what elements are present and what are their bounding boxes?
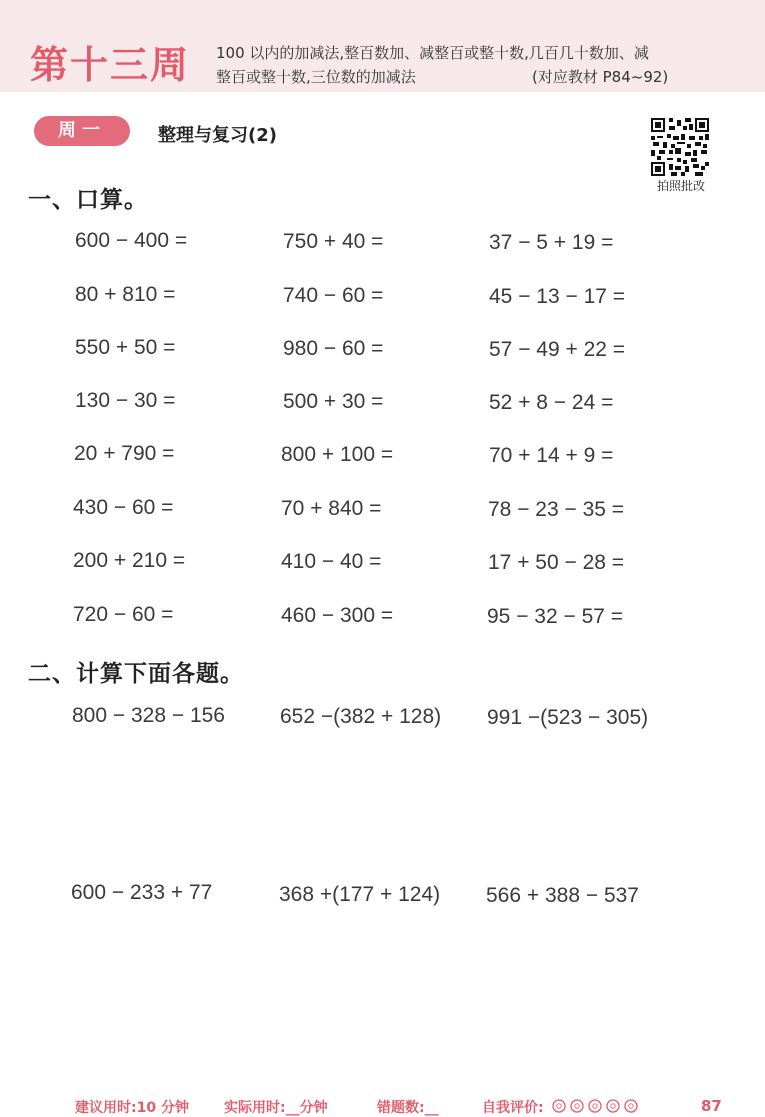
problem: 17 + 50 − 28 = [488, 551, 625, 574]
problem: 200 + 210 = [73, 549, 186, 572]
section-1-title: 一、口算。 [28, 187, 148, 213]
problem: 78 − 23 − 35 = [488, 498, 625, 521]
section-2-title: 二、计算下面各题。 [28, 661, 244, 687]
problem: 800 + 100 = [281, 443, 394, 466]
problem: 600 − 400 = [75, 229, 188, 252]
problem: 130 − 30 = [75, 389, 176, 412]
problem: 95 − 32 − 57 = [487, 605, 624, 628]
qr-code-icon[interactable] [651, 118, 709, 176]
header-band [0, 0, 765, 92]
mistake-count: 错题数:__ [377, 1100, 439, 1116]
textbook-reference: (对应教材 P84~92) [532, 68, 669, 86]
problem: 740 − 60 = [283, 284, 384, 307]
problem: 57 − 49 + 22 = [489, 338, 626, 361]
qr-label: 拍照批改 [656, 179, 705, 193]
problem: 720 − 60 = [73, 603, 174, 626]
problem: 991 −(523 − 305) [487, 706, 649, 729]
problem: 550 + 50 = [75, 336, 176, 359]
problem: 20 + 790 = [74, 442, 175, 465]
problem: 368 +(177 + 124) [279, 883, 441, 906]
problem: 500 + 30 = [283, 390, 384, 413]
flower-rating-icon[interactable] [551, 1098, 643, 1114]
topic-description-line2: 整百或整十数,三位数的加减法 [216, 68, 416, 86]
problem: 600 − 233 + 77 [71, 881, 213, 904]
problem: 566 + 388 − 537 [486, 884, 639, 907]
problem: 460 − 300 = [281, 604, 394, 627]
actual-time: 实际用时:__分钟 [224, 1100, 328, 1116]
problem: 45 − 13 − 17 = [489, 285, 626, 308]
problem: 70 + 840 = [281, 497, 382, 520]
problem: 52 + 8 − 24 = [489, 391, 614, 414]
problem: 410 − 40 = [281, 550, 382, 573]
suggested-time: 建议用时:10 分钟 [75, 1100, 189, 1116]
problem: 652 −(382 + 128) [280, 705, 442, 728]
self-evaluation-label: 自我评价: [482, 1100, 544, 1116]
problem: 980 − 60 = [283, 337, 384, 360]
problem: 430 − 60 = [73, 496, 174, 519]
lesson-title: 整理与复习(2) [158, 125, 277, 146]
problem: 37 − 5 + 19 = [489, 231, 614, 254]
week-title: 第十三周 [30, 43, 191, 87]
day-badge: 周一 [34, 116, 130, 146]
problem: 70 + 14 + 9 = [489, 444, 614, 467]
topic-description-line1: 100 以内的加减法,整百数加、减整百或整十数,几百几十数加、减 [216, 44, 649, 62]
problem: 800 − 328 − 156 [72, 704, 225, 727]
page-number: 87 [701, 1097, 722, 1115]
problem: 80 + 810 = [75, 283, 176, 306]
problem: 750 + 40 = [283, 230, 384, 253]
